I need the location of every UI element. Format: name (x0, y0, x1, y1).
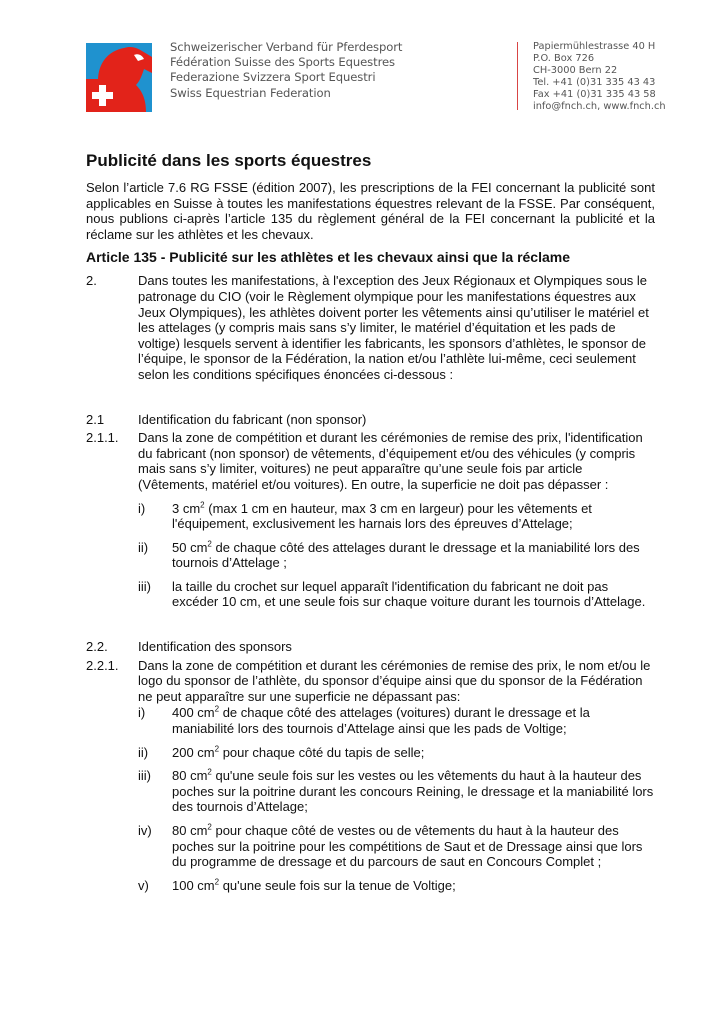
document-body (86, 150, 655, 893)
list-item-text: pour chaque côté de vestes ou de vêtements du haut à la hauteur des poches sur la poitrine pour les compétitions de Saut et de Dressage ainsi que lors du programme de dressage et du parcours de saut en Concours Complet ; (172, 823, 643, 870)
list-item-value: 400 cm (172, 705, 215, 721)
list-item-text: (max 1 cm en hauteur, max 3 cm en largeur) pour les vêtements et l'équipement, exclusivement les harnais lors des épreuves d’Attelage; (172, 500, 592, 532)
list-item-value: 100 cm (172, 877, 215, 893)
section-text: Dans toutes les manifestations, à l'exception des Jeux Régionaux et Olympiques sous le patronage du CIO (voir le Règlement olympique pour les manifestations équestres aux Jeux Olympiques), les athlètes doivent porter les vêtements ainsi qu’utiliser le matériel et les attelages (y compris mais sans s’y limiter, le matériel d’équitation et les pads de voltige) lesquels servent à identifier les fabricants, les sponsors d’athlètes, le sponsor de l’équipe, le sponsor de la Fédération, la nation et/ou l’athlète lui-même, ceci seulement selon les conditions spécifiques énoncées ci-dessous : (138, 273, 649, 382)
list-item-text: pour chaque côté du tapis de selle; (219, 744, 425, 760)
contact-address (533, 41, 666, 112)
article-heading: Article 135 - Publicité sur les athlètes et les chevaux ainsi que la réclame (86, 249, 571, 266)
superscript: 2 (200, 500, 205, 510)
organization-names (170, 40, 402, 101)
section-text: Identification du fabricant (non sponsor) (138, 411, 367, 427)
section-number: 2. (86, 273, 97, 289)
list-item (138, 878, 655, 894)
list-item (138, 579, 655, 610)
section-number: 2.2. (86, 639, 108, 655)
section-text: Identification des sponsors (138, 639, 292, 655)
list-item (138, 501, 655, 532)
list-item-value: 80 cm (172, 768, 208, 784)
superscript: 2 (207, 822, 212, 832)
letterhead (0, 0, 724, 120)
list-item-text: de chaque côté des attelages durant le dressage et la maniabilité lors des tournois d’Attelage ; (172, 539, 640, 571)
header-divider (517, 42, 518, 110)
list-item-number: ii) (138, 539, 149, 555)
list-item-number: v) (138, 877, 149, 893)
address-fax: Fax +41 (0)31 335 43 58 (533, 88, 656, 100)
intro-paragraph: Selon l’article 7.6 RG FSSE (édition 2007), les prescriptions de la FEI concernant la publicité sont applicables en Suisse à toutes les manifestations équestres relevant de la FSSE. Par conséquent, nous publions ci-après l’article 135 du règlement général de la FEI concernant la publicité et la réclame sur les athlètes et les chevaux. (86, 180, 655, 242)
org-name-fr: Fédération Suisse des Sports Equestres (170, 55, 395, 70)
list-item (138, 705, 655, 736)
address-city: CH-3000 Bern 22 (533, 64, 618, 76)
list-item (138, 540, 655, 571)
section-2-2-1 (86, 658, 655, 705)
section-number: 2.1.1. (86, 430, 119, 446)
address-web[interactable]: info@fnch.ch, www.fnch.ch (533, 100, 666, 112)
superscript: 2 (214, 744, 220, 754)
superscript: 2 (207, 539, 212, 549)
list-item-text: la taille du crochet sur lequel apparaît l'identification du fabricant ne doit pas excéder 10 cm, et une seule fois sur chaque voiture durant les tournois d’Attelage. (172, 578, 646, 610)
address-pobox: P.O. Box 726 (533, 52, 595, 64)
list-item-number: i) (138, 500, 146, 516)
list-item-number: iv) (138, 823, 152, 838)
superscript: 2 (207, 767, 212, 777)
page-title: Publicité dans les sports équestres (86, 151, 372, 170)
address-street: Papiermühlestrasse 40 H (533, 41, 656, 52)
org-name-de: Schweizerischer Verband für Pferdesport (170, 40, 403, 54)
section-2-2 (86, 639, 655, 655)
list-item-text: de chaque côté des attelages (voitures) durant le dressage et la maniabilité lors des tournois d’Attelage ainsi que les pads de Voltige; (172, 705, 590, 737)
address-tel: Tel. +41 (0)31 335 43 43 (533, 76, 656, 88)
fnch-logo-horse-icon (86, 43, 152, 112)
list-item (138, 823, 655, 870)
section-2-1-1 (86, 430, 655, 492)
org-name-it: Federazione Svizzera Sport Equestri (170, 70, 376, 85)
section-2-1 (86, 412, 655, 428)
superscript: 2 (214, 705, 220, 715)
list-item (138, 745, 655, 761)
list-item-text: qu'une seule fois sur la tenue de Voltige; (219, 877, 456, 893)
list-item-number: iii) (138, 768, 151, 784)
section-text: Dans la zone de compétition et durant les cérémonies de remise des prix, le nom et/ou le logo du sponsor de l’athlète, du sponsor d’équipe ainsi que du sponsor de la Fédération ne peut apparaître sur une superficie ne dépassant pas: (138, 657, 651, 704)
list-item (138, 768, 655, 815)
list-item-number: i) (138, 705, 146, 721)
list-item-value: 3 cm (172, 500, 201, 516)
list-item-text: qu'une seule fois sur les vestes ou les vêtements du haut à la hauteur des poches sur la poitrine durant les concours Reining, le dressage et la maniabilité lors des tournois d’Attelage; (172, 768, 654, 815)
list-item-value: 80 cm (172, 823, 208, 838)
list-item-number: iii) (138, 578, 151, 594)
list-item-value: 200 cm (172, 744, 215, 760)
superscript: 2 (214, 877, 220, 887)
list-item-value: 50 cm (172, 539, 208, 555)
list-item-number: ii) (138, 744, 149, 760)
section-text: Dans la zone de compétition et durant les cérémonies de remise des prix, l'identification du fabricant (non sponsor) de vêtements, d’équipement et/ou des véhicules (y compris mais sans s’y limiter, voitures) ne peut apparaître qu’une seule fois par article (Vêtements, matériel et/ou voitures). En outre, la superficie ne doit pas dépasser : (138, 430, 643, 492)
section-2 (86, 273, 655, 382)
section-number: 2.1 (86, 411, 105, 427)
org-name-en: Swiss Equestrian Federation (170, 85, 331, 100)
section-number: 2.2.1. (86, 657, 119, 673)
